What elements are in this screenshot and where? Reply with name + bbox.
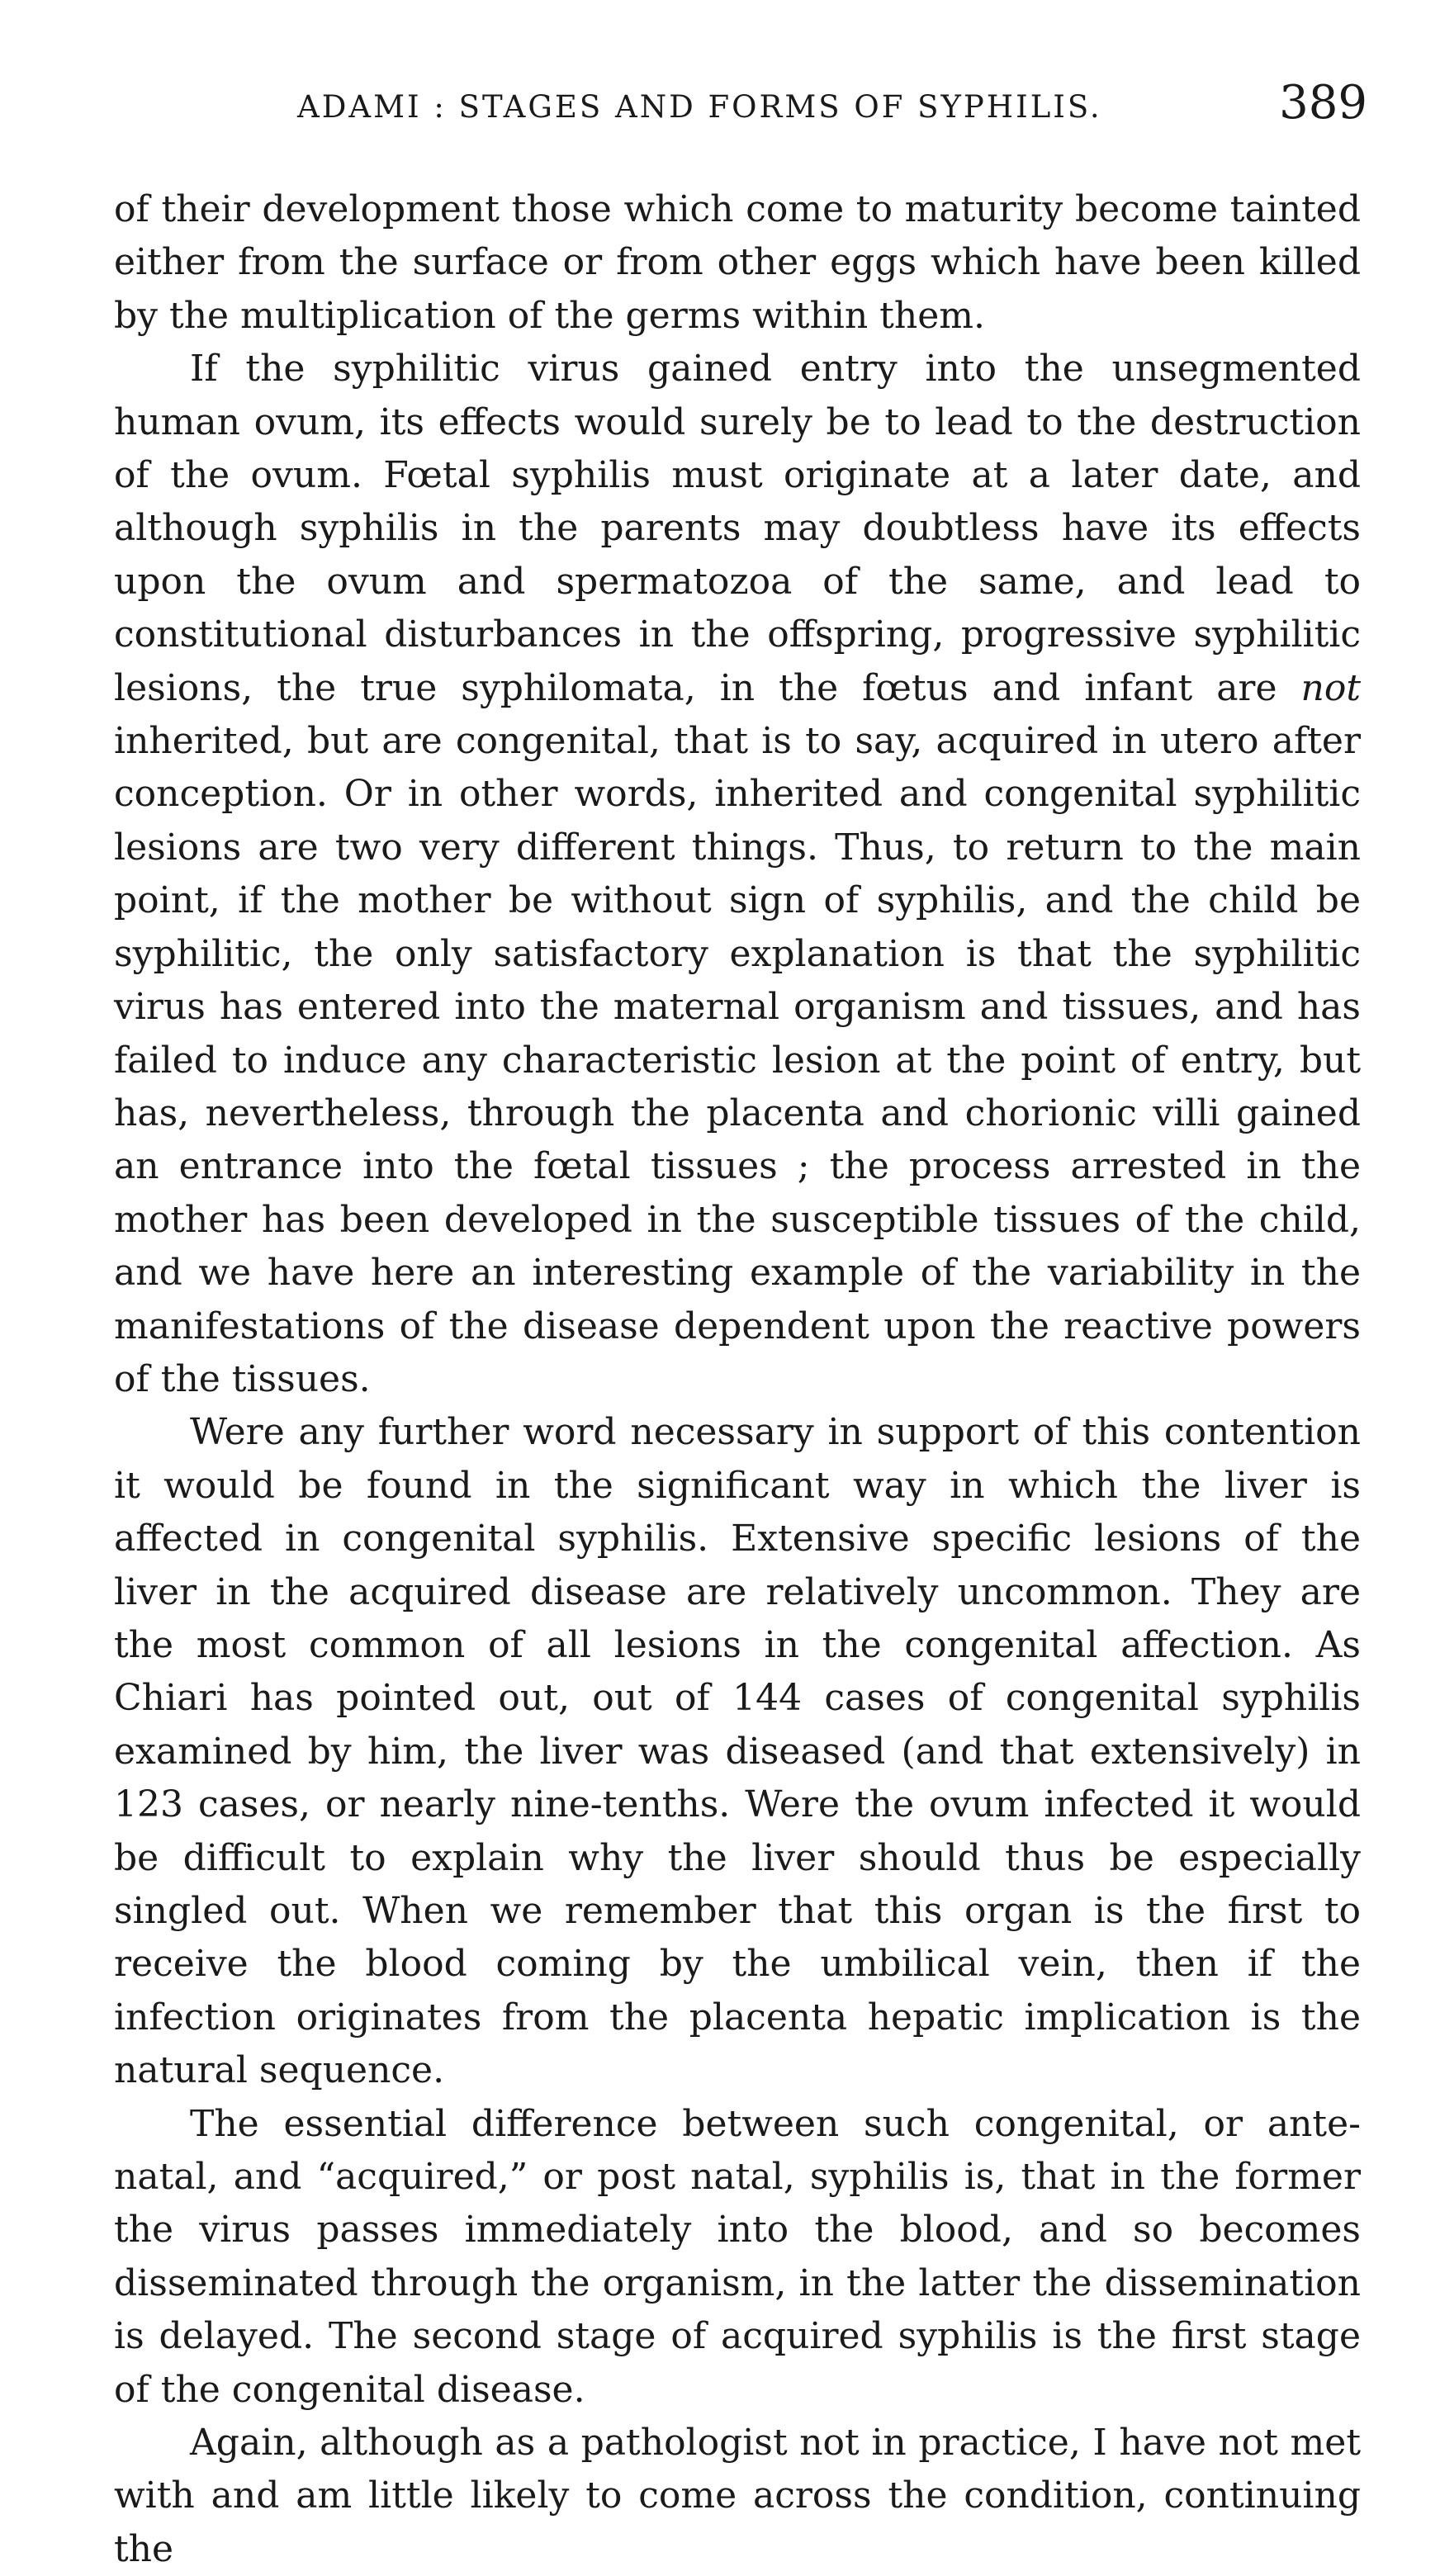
paragraph-3-text: Were any further word necessary in support of this contention it would be found in the significant way in which the liver is affected in congenital syphilis. Extensive specific lesions of the liver in the acquired disease are relatively uncommon. They are the most common of all lesions in the congenital affection. As Chiari has pointed out, out of 144 cases of congenital syphilis examined by him, the liver was diseased (and that extensively) in 123 cases, or nearly nine-tenths. Were the ovum infected it would be difficult to explain why the liver should thus be especially singled out. When we remember that this organ is the first to receive the blood coming by the umbilical vein, then if the infection originates from the placenta hepatic implication is the natural sequence.	[114, 1411, 1361, 2092]
running-header	[124, 76, 1367, 150]
body-text	[114, 183, 1361, 2576]
paragraph-5	[114, 2417, 1361, 2576]
paragraph-2-text-a: If the syphilitic virus gained entry into the unsegmented human ovum, its effects would surely be to lead to the destruction of the ovum. Fœtal syphilis must originate at a later date, and although syphilis in the parents may doubtless have its effects upon the ovum and spermatozoa of the same, and lead to constitutional disturbances in the offspring, progressive syphilitic lesions, the true syphilomata, in the fœtus and infant are	[114, 348, 1361, 709]
paragraph-4	[114, 2098, 1361, 2417]
paragraph-2-italic-not: not	[1300, 666, 1361, 709]
paragraph-3	[114, 1406, 1361, 2097]
paragraph-1	[114, 183, 1361, 343]
page-number: 389	[1279, 76, 1367, 130]
paragraph-2	[114, 343, 1361, 1406]
running-title: ADAMI : STAGES AND FORMS OF SYPHILIS.	[297, 89, 1102, 125]
paragraph-4-text: The essential difference between such congenital, or ante-natal, and “acquired,” or post natal, syphilis is, that in the former the virus passes immediately into the blood, and so becomes disseminated through the organism, in the latter the dissemination is delayed. The second stage of acquired syphilis is the first stage of the congenital disease.	[114, 2102, 1361, 2411]
paragraph-1-text: of their development those which come to maturity become tainted either from the surface or from other eggs which have been killed by the multiplication of the germs within them.	[114, 188, 1361, 337]
paragraph-5-text: Again, although as a pathologist not in practice, I have not met with and am little likely to come across the condition, continuing the	[114, 2422, 1361, 2570]
paragraph-2-text-b: inherited, but are congenital, that is to say, acquired in utero after conception. Or in other words, inherited and congenital syphilitic lesions are two very different things. Thus, to return to the main point, if the mother be without sign of syphilis, and the child be syphilitic, the only satisfactory explanation is that the syphilitic virus has entered into the maternal organism and tissues, and has failed to induce any characteristic lesion at the point of entry, but has, nevertheless, through the placenta and chorionic villi gained an entrance into the fœtal tissues ; the process arrested in the mother has been developed in the susceptible tissues of the child, and we have here an interesting example of the variability in the manifestations of the disease dependent upon the reactive powers of the tissues.	[114, 720, 1361, 1400]
